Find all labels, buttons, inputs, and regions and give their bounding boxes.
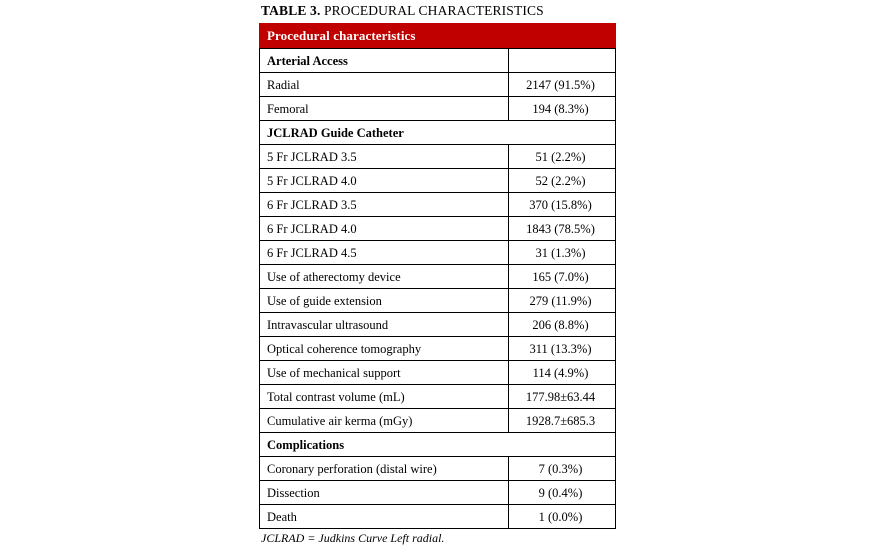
row-value-cell: 52 (2.2%) xyxy=(509,169,616,193)
row-value-cell: 311 (13.3%) xyxy=(509,337,616,361)
table-row xyxy=(260,409,616,433)
row-value-cell: 1843 (78.5%) xyxy=(509,217,616,241)
row-label-cell: Radial xyxy=(260,73,509,97)
table-row xyxy=(260,337,616,361)
row-label-cell: Death xyxy=(260,505,509,529)
table-row xyxy=(260,241,616,265)
table-row xyxy=(260,481,616,505)
table-row xyxy=(260,361,616,385)
table-row xyxy=(260,169,616,193)
row-label-cell: Dissection xyxy=(260,481,509,505)
table-header-label: Procedural characteristics xyxy=(260,24,616,49)
table-row xyxy=(260,457,616,481)
row-label-cell: 6 Fr JCLRAD 4.5 xyxy=(260,241,509,265)
row-value-cell: 9 (0.4%) xyxy=(509,481,616,505)
row-label-cell: Coronary perforation (distal wire) xyxy=(260,457,509,481)
row-value-cell: 279 (11.9%) xyxy=(509,289,616,313)
row-value-cell: 51 (2.2%) xyxy=(509,145,616,169)
table-row xyxy=(260,433,616,457)
table-row xyxy=(260,121,616,145)
row-value-cell: 1928.7±685.3 xyxy=(509,409,616,433)
row-label-cell: Use of mechanical support xyxy=(260,361,509,385)
row-label-cell: 5 Fr JCLRAD 4.0 xyxy=(260,169,509,193)
row-value-cell: 206 (8.8%) xyxy=(509,313,616,337)
row-value-cell xyxy=(509,49,616,73)
table-row xyxy=(260,313,616,337)
row-value-cell: 165 (7.0%) xyxy=(509,265,616,289)
row-label-cell: Use of guide extension xyxy=(260,289,509,313)
row-label-cell: Optical coherence tomography xyxy=(260,337,509,361)
row-value-cell: 7 (0.3%) xyxy=(509,457,616,481)
table-row xyxy=(260,97,616,121)
row-value-cell: 194 (8.3%) xyxy=(509,97,616,121)
table-row xyxy=(260,505,616,529)
table-body xyxy=(260,24,616,529)
row-label-cell: Total contrast volume (mL) xyxy=(260,385,509,409)
row-label-cell: 5 Fr JCLRAD 3.5 xyxy=(260,145,509,169)
row-label-cell: 6 Fr JCLRAD 3.5 xyxy=(260,193,509,217)
row-label-cell: Femoral xyxy=(260,97,509,121)
table-row xyxy=(260,217,616,241)
table-row xyxy=(260,385,616,409)
row-value-cell: 2147 (91.5%) xyxy=(509,73,616,97)
table-row xyxy=(260,265,616,289)
table-row xyxy=(260,145,616,169)
row-label-cell: Cumulative air kerma (mGy) xyxy=(260,409,509,433)
row-value-cell: 177.98±63.44 xyxy=(509,385,616,409)
table-caption-prefix: TABLE 3. xyxy=(261,3,321,18)
table-block xyxy=(259,0,615,545)
table-footnote: JCLRAD = Judkins Curve Left radial. xyxy=(261,531,445,545)
row-label-cell: 6 Fr JCLRAD 4.0 xyxy=(260,217,509,241)
table-row xyxy=(260,289,616,313)
procedural-characteristics-table xyxy=(259,23,616,529)
row-label-cell: Intravascular ultrasound xyxy=(260,313,509,337)
row-value-cell: 31 (1.3%) xyxy=(509,241,616,265)
row-value-cell: 370 (15.8%) xyxy=(509,193,616,217)
table-row xyxy=(260,73,616,97)
table-caption xyxy=(259,0,615,23)
table-row xyxy=(260,193,616,217)
table-caption-title: PROCEDURAL CHARACTERISTICS xyxy=(320,3,544,18)
section-header-cell: Complications xyxy=(260,433,616,457)
section-header-cell: JCLRAD Guide Catheter xyxy=(260,121,616,145)
section-header-cell: Arterial Access xyxy=(260,49,509,73)
row-value-cell: 114 (4.9%) xyxy=(509,361,616,385)
row-label-cell: Use of atherectomy device xyxy=(260,265,509,289)
table-header-row xyxy=(260,24,616,49)
row-value-cell: 1 (0.0%) xyxy=(509,505,616,529)
table-row xyxy=(260,49,616,73)
